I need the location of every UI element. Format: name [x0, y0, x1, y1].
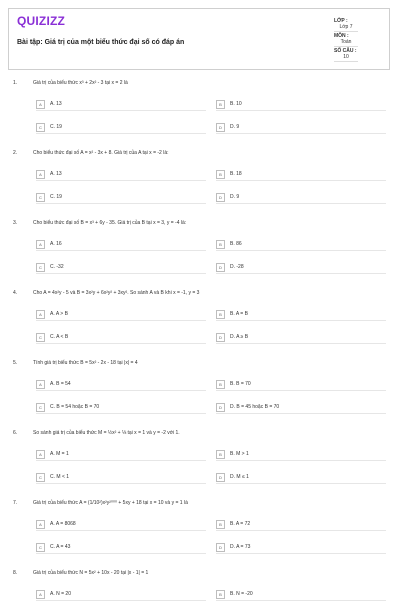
- answer-option[interactable]: [216, 543, 386, 554]
- option-text: B. A = B: [230, 311, 248, 317]
- answer-option[interactable]: [216, 240, 386, 251]
- answer-option[interactable]: [36, 543, 206, 554]
- answer-option[interactable]: [36, 450, 206, 461]
- option-text: A. A = 8068: [50, 521, 76, 527]
- option-text: B. B = 70: [230, 381, 251, 387]
- question-text: So sánh giá trị của biểu thức M = ½x² + ⅛ tại x = 1 và y = -2 với 1.: [33, 430, 180, 436]
- meta-row-class: [334, 18, 389, 32]
- option-text: D. B = 45 hoặc B = 70: [230, 404, 280, 410]
- option-text: D. -28: [230, 264, 244, 270]
- answer-option[interactable]: [216, 450, 386, 461]
- meta-value: 10: [334, 54, 358, 62]
- question-text: Giá trị của biểu thức N = 5x² + 10x - 20 tại |x - 1| = 1: [33, 570, 149, 576]
- option-letter-box: A: [36, 520, 45, 529]
- meta-label: SỐ CÂU :: [334, 48, 357, 54]
- answer-option[interactable]: [36, 193, 206, 204]
- option-letter-box: A: [36, 170, 45, 179]
- option-letter-box: C: [36, 543, 45, 552]
- option-letter-box: B: [216, 450, 225, 459]
- option-text: A. 16: [50, 241, 62, 247]
- option-letter-box: C: [36, 123, 45, 132]
- option-text: C. M < 1: [50, 474, 70, 480]
- answer-option[interactable]: [216, 193, 386, 204]
- option-text: C. 19: [50, 194, 62, 200]
- option-letter-box: B: [216, 100, 225, 109]
- question-number: 3.: [13, 220, 18, 226]
- option-letter-box: A: [36, 100, 45, 109]
- option-letter-box: D: [216, 403, 225, 412]
- option-text: B. 10: [230, 101, 242, 107]
- option-letter-box: C: [36, 263, 45, 272]
- answer-option[interactable]: [216, 473, 386, 484]
- answer-option[interactable]: [216, 100, 386, 111]
- answer-option[interactable]: [36, 170, 206, 181]
- option-text: B. 86: [230, 241, 242, 247]
- question-text: Tính giá trị biểu thức B = 5x² - 2x - 18 tại |x| = 4: [33, 360, 138, 366]
- option-text: D. A = 73: [230, 544, 251, 550]
- meta-row-count: [334, 48, 389, 62]
- option-text: B. A = 72: [230, 521, 251, 527]
- option-letter-box: B: [216, 170, 225, 179]
- option-text: B. 18: [230, 171, 242, 177]
- answer-option[interactable]: [216, 263, 386, 274]
- meta-value: Toán: [334, 39, 358, 47]
- option-letter-box: C: [36, 403, 45, 412]
- answer-option[interactable]: [216, 310, 386, 321]
- option-text: D. 9: [230, 124, 240, 130]
- answer-option[interactable]: [216, 520, 386, 531]
- option-letter-box: A: [36, 380, 45, 389]
- answer-option[interactable]: [216, 403, 386, 414]
- option-letter-box: D: [216, 193, 225, 202]
- meta-label: MÔN :: [334, 33, 349, 39]
- answer-option[interactable]: [36, 310, 206, 321]
- option-text: A. B = 54: [50, 381, 71, 387]
- option-letter-box: D: [216, 123, 225, 132]
- option-letter-box: A: [36, 590, 45, 599]
- option-letter-box: C: [36, 193, 45, 202]
- question-number: 7.: [13, 500, 18, 506]
- answer-option[interactable]: [36, 590, 206, 601]
- option-letter-box: C: [36, 473, 45, 482]
- option-text: D. 9: [230, 194, 240, 200]
- option-letter-box: D: [216, 263, 225, 272]
- option-text: C. B = 54 hoặc B = 70: [50, 404, 100, 410]
- option-text: A. A > B: [50, 311, 68, 317]
- option-text: C. A = 43: [50, 544, 71, 550]
- option-text: D. M ≤ 1: [230, 474, 249, 480]
- answer-option[interactable]: [216, 123, 386, 134]
- answer-option[interactable]: [36, 240, 206, 251]
- option-letter-box: B: [216, 240, 225, 249]
- question-number: 8.: [13, 570, 18, 576]
- question-number: 4.: [13, 290, 18, 296]
- worksheet-header: [8, 8, 390, 70]
- answer-option[interactable]: [216, 590, 386, 601]
- option-letter-box: D: [216, 333, 225, 342]
- option-letter-box: B: [216, 310, 225, 319]
- answer-option[interactable]: [36, 403, 206, 414]
- answer-option[interactable]: [216, 333, 386, 344]
- option-letter-box: B: [216, 590, 225, 599]
- option-text: B. M > 1: [230, 451, 249, 457]
- option-text: A. 13: [50, 101, 62, 107]
- option-text: A. 13: [50, 171, 62, 177]
- question-number: 1.: [13, 80, 18, 86]
- question-number: 6.: [13, 430, 18, 436]
- option-text: A. N = 20: [50, 591, 71, 597]
- answer-option[interactable]: [216, 170, 386, 181]
- option-letter-box: A: [36, 240, 45, 249]
- question-number: 2.: [13, 150, 18, 156]
- option-letter-box: B: [216, 380, 225, 389]
- option-text: C. A < B: [50, 334, 69, 340]
- question-text: Giá trị của biểu thức A = (1/10²)x²y²⁰⁰⁰ + 5xy + 18 tại x = 10 và y = 1 là: [33, 500, 188, 506]
- option-letter-box: A: [36, 450, 45, 459]
- option-letter-box: A: [36, 310, 45, 319]
- option-letter-box: C: [36, 333, 45, 342]
- question-text: Giá trị của biểu thức x³ + 2x² - 3 tại x = 2 là: [33, 80, 128, 86]
- option-letter-box: D: [216, 543, 225, 552]
- option-text: A. M = 1: [50, 451, 69, 457]
- answer-option[interactable]: [36, 473, 206, 484]
- question-text: Cho biểu thức đại số A = x² - 3x + 8. Giá trị của A tại x = -2 là:: [33, 150, 169, 156]
- question-text: Cho biểu thức đại số B = x³ + 6y - 35. Giá trị của B tại x = 3, y = -4 là:: [33, 220, 187, 226]
- page-title: Bài tập: Giá trị của một biểu thức đại số có đáp án: [17, 39, 185, 46]
- answer-option[interactable]: [36, 520, 206, 531]
- option-text: B. N = -20: [230, 591, 253, 597]
- option-text: D. A ≥ B: [230, 334, 249, 340]
- question-text: Cho A = 4x²y - 5 và B = 3x²y + 6x²y² + 3xy². So sánh A và B khi x = -1, y = 3: [33, 290, 200, 296]
- meta-label: LỚP :: [334, 18, 348, 24]
- answer-option[interactable]: [36, 333, 206, 344]
- meta-row-subject: [334, 33, 389, 47]
- answer-option[interactable]: [36, 100, 206, 111]
- quizizz-logo: QUIZIZZ: [17, 14, 66, 28]
- question-number: 5.: [13, 360, 18, 366]
- option-text: C. -32: [50, 264, 64, 270]
- answer-option[interactable]: [36, 123, 206, 134]
- answer-option[interactable]: [216, 380, 386, 391]
- meta-value: Lớp 7: [334, 24, 358, 32]
- option-text: C. 19: [50, 124, 62, 130]
- option-letter-box: B: [216, 520, 225, 529]
- answer-option[interactable]: [36, 263, 206, 274]
- option-letter-box: D: [216, 473, 225, 482]
- answer-option[interactable]: [36, 380, 206, 391]
